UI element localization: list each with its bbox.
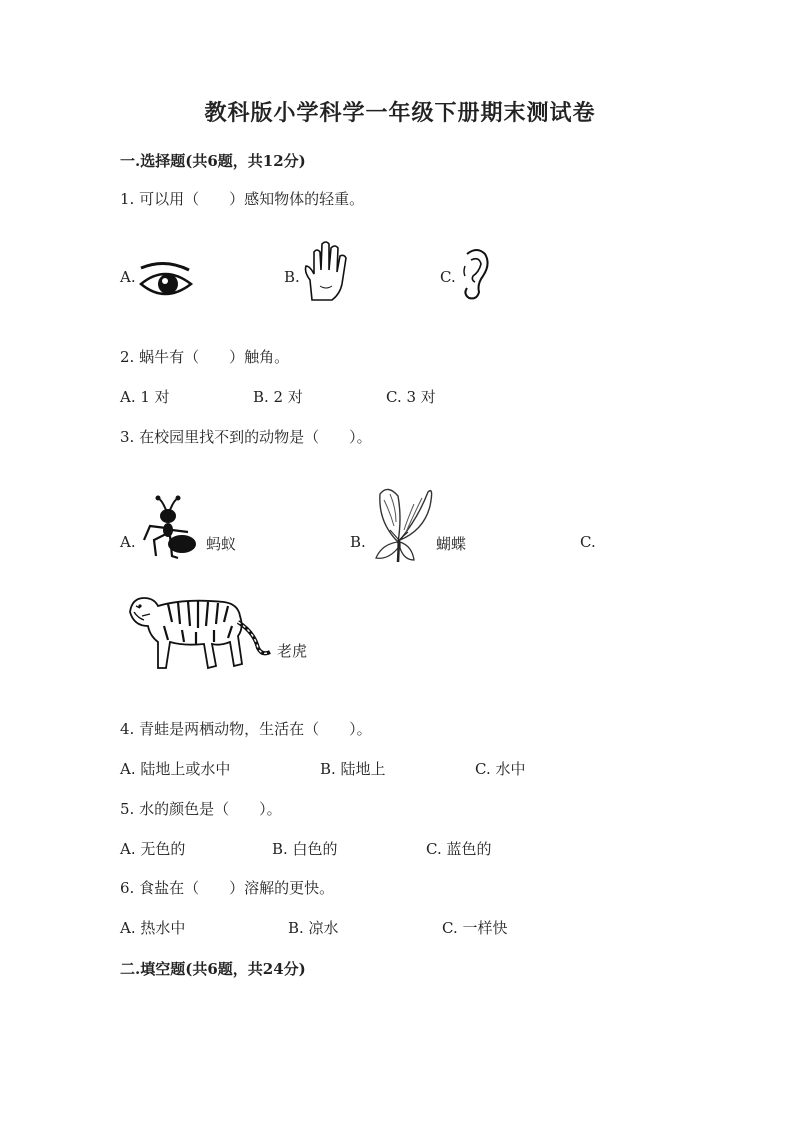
q2-option-b: B. 2 对 (253, 388, 303, 406)
q6-option-a: A. 热水中 (120, 919, 186, 937)
q5-option-c: C. 蓝色的 (426, 840, 492, 858)
page-title: 教科版小学科学一年级下册期末测试卷 (204, 100, 596, 126)
question-5: 5. 水的颜色是（ ）。 (120, 800, 282, 818)
q5-option-a: A. 无色的 (120, 840, 186, 858)
q6-option-b: B. 凉水 (288, 919, 339, 937)
section-heading-fill: 二.填空题(共6题，共24分) (120, 960, 306, 978)
section-heading-choice: 一.选择题(共6题，共12分) (120, 152, 306, 170)
q6-option-c: C. 一样快 (442, 919, 508, 937)
q4-option-b: B. 陆地上 (320, 760, 386, 778)
q1-option-a-label: A. (120, 268, 136, 286)
q1-option-c-label: C. (440, 268, 456, 286)
ant-icon (138, 496, 204, 562)
question-4: 4. 青蛙是两栖动物，生活在（ ）。 (120, 720, 372, 738)
q3-caption-tiger: 老虎 (277, 642, 308, 660)
q1-option-b-label: B. (284, 268, 300, 286)
q3-caption-butterfly: 蝴蝶 (436, 535, 467, 553)
question-3: 3. 在校园里找不到的动物是（ ）。 (120, 428, 372, 446)
ear-icon (459, 246, 491, 302)
q4-option-a: A. 陆地上或水中 (120, 760, 231, 778)
q3-option-c-label: C. (580, 533, 596, 551)
butterfly-icon (368, 482, 434, 566)
hand-icon (302, 240, 352, 302)
q3-option-b-label: B. (350, 533, 366, 551)
question-6: 6. 食盐在（ ）溶解的更快。 (120, 879, 335, 897)
q2-option-c: C. 3 对 (386, 388, 436, 406)
eye-icon (137, 262, 195, 302)
q3-caption-ant: 蚂蚁 (206, 535, 237, 553)
question-1: 1. 可以用（ ）感知物体的轻重。 (120, 190, 365, 208)
q4-option-c: C. 水中 (475, 760, 526, 778)
question-2: 2. 蜗牛有（ ）触角。 (120, 348, 290, 366)
q5-option-b: B. 白色的 (272, 840, 338, 858)
q2-option-a: A. 1 对 (120, 388, 170, 406)
q3-option-a-label: A. (120, 533, 136, 551)
tiger-icon (124, 592, 274, 676)
